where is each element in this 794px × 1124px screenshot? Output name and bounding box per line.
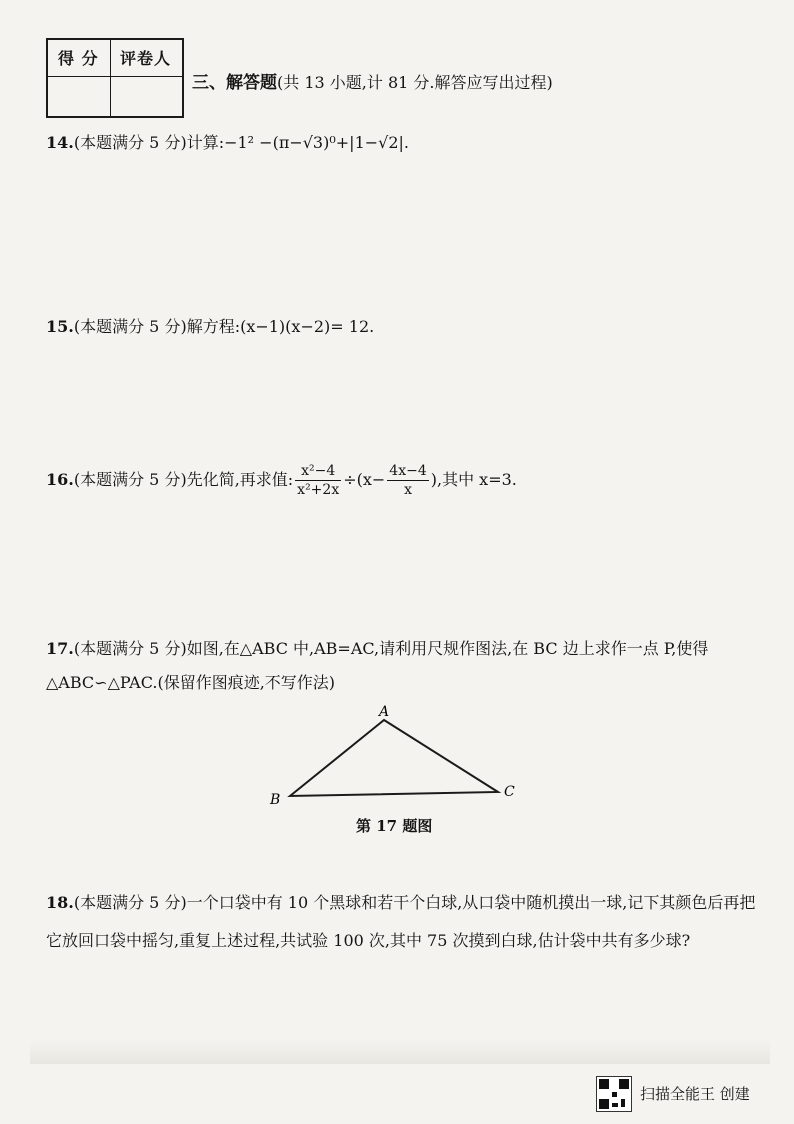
fraction-denominator: x — [404, 482, 412, 498]
section-heading — [192, 68, 553, 93]
question-points: (本题满分 5 分) — [73, 893, 187, 912]
question-text-mid: ÷(x− — [343, 470, 386, 489]
question-17 — [46, 632, 746, 700]
question-points: (本题满分 5 分) — [73, 470, 187, 489]
figure-caption: 第 17 题图 — [356, 817, 433, 835]
score-table — [46, 38, 184, 118]
question-18 — [46, 884, 756, 960]
question-16 — [46, 458, 517, 502]
question-14 — [46, 126, 409, 160]
scanner-footer — [596, 1074, 786, 1114]
section-note: (共 13 小题,计 81 分.解答应写出过程) — [277, 73, 553, 92]
fraction-1 — [295, 462, 341, 499]
fraction-2 — [387, 462, 428, 499]
table-divider — [48, 76, 182, 77]
question-text: 如图,在△ABC 中,AB=AC,请利用尺规作图法,在 BC 边上求作一点 P,使得△ABC∽△PAC.(保留作图痕迹,不写作法) — [46, 639, 709, 692]
qr-code-icon — [596, 1076, 632, 1112]
question-number: 15. — [46, 317, 74, 336]
fraction-numerator: 4x−4 — [389, 463, 427, 479]
question-number: 17. — [46, 639, 74, 658]
question-text-post: ),其中 x=3. — [430, 470, 517, 489]
vertex-label-b: B — [270, 792, 281, 808]
question-number: 14. — [46, 133, 74, 152]
fraction-denominator: x²+2x — [297, 482, 340, 498]
question-15 — [46, 310, 374, 344]
question-text: 计算:−1² −(π−√3)⁰+|1−√2|. — [186, 133, 410, 152]
vertex-label-a: A — [379, 704, 390, 720]
question-points: (本题满分 5 分) — [73, 639, 187, 658]
table-divider — [110, 40, 111, 116]
question-number: 16. — [46, 470, 74, 489]
vertex-label-c: C — [504, 784, 515, 800]
fraction-numerator: x²−4 — [295, 462, 341, 481]
triangle-abc — [290, 720, 498, 796]
footer-text: 扫描全能王 创建 — [640, 1085, 750, 1103]
question-points: (本题满分 5 分) — [73, 133, 187, 152]
scan-shadow — [30, 1040, 770, 1064]
grader-label: 评卷人 — [120, 49, 172, 68]
question-points: (本题满分 5 分) — [73, 317, 187, 336]
question-text: 一个口袋中有 10 个黑球和若干个白球,从口袋中随机摸出一球,记下其颜色后再把它放回口袋中摇匀,重复上述过程,共试验 100 次,其中 75 次摸到白球,估计袋中共有多少球? — [46, 893, 756, 950]
question-number: 18. — [46, 893, 74, 912]
triangle-figure — [260, 700, 530, 810]
question-text: 解方程:(x−1)(x−2)= 12. — [186, 317, 375, 336]
question-text-pre: 先化简,再求值: — [186, 470, 294, 489]
section-title: 三、解答题 — [192, 73, 277, 93]
score-label: 得 分 — [58, 49, 99, 68]
